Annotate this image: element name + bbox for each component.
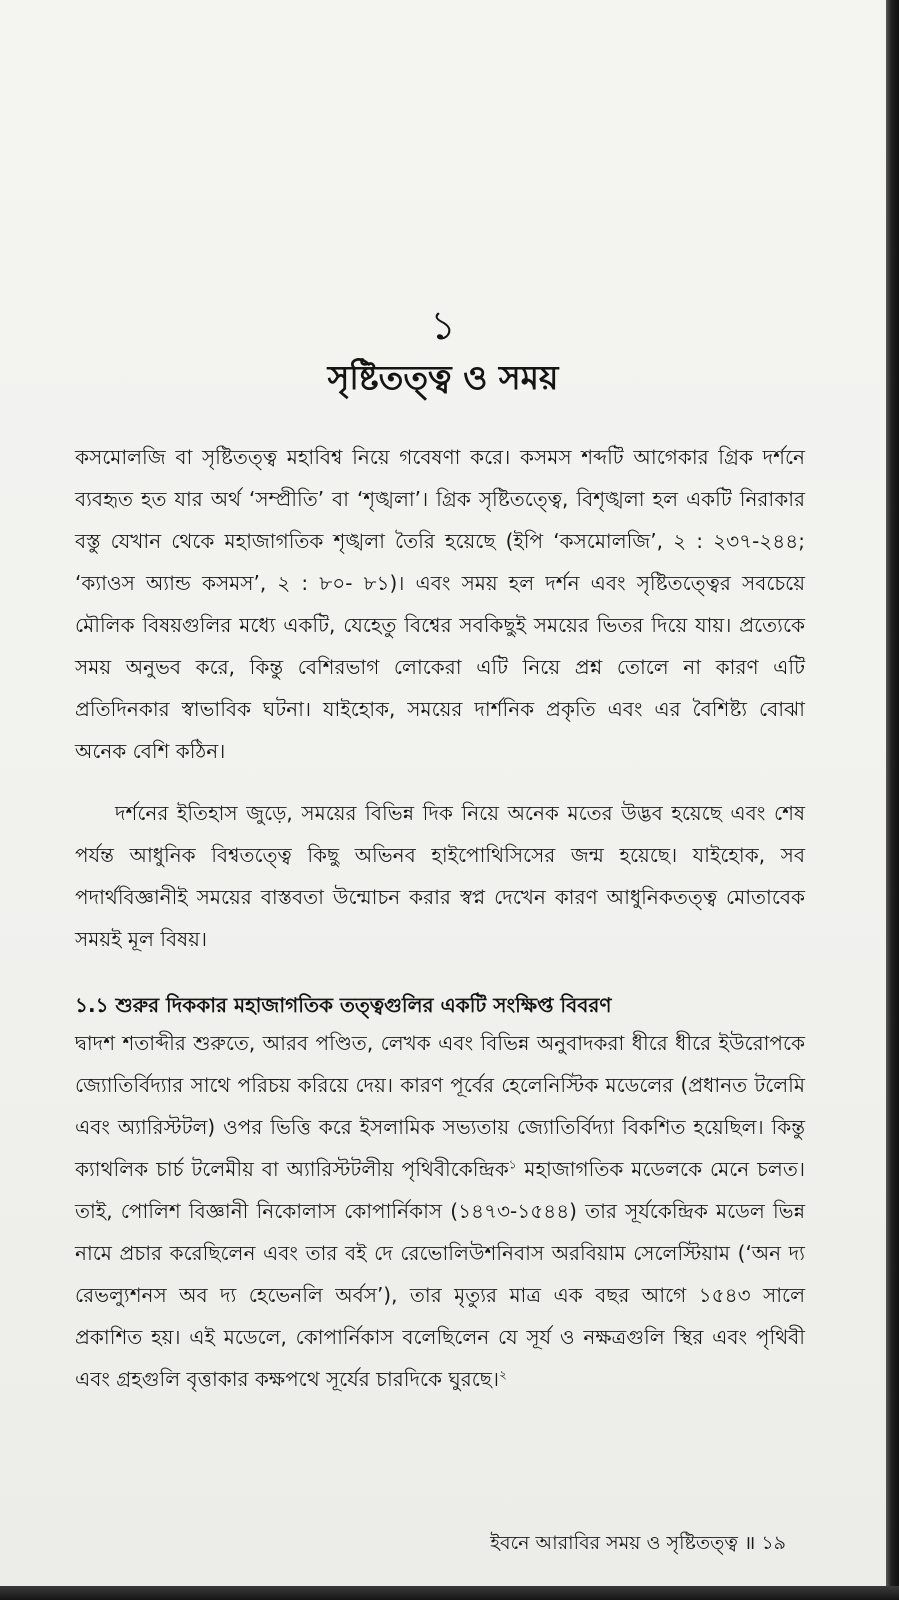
footnote-marker: ১ bbox=[508, 1157, 517, 1172]
page-bottom-edge bbox=[0, 1586, 899, 1600]
footer-separator: ॥ bbox=[743, 1532, 756, 1554]
section-paragraph bbox=[75, 1022, 805, 1400]
paragraph-text: দর্শনের ইতিহাস জুড়ে, সময়ের বিভিন্ন দিক নিয়ে অনেক মতের উদ্ভব হয়েছে এবং শেষ পর্যন্ত আধুনিক বিশ্বতত্ত্বে কিছু অভিনব হাইপোথিসিসের জন্ম হয়েছে। যাইহোক, সব পদার্থবিজ্ঞানীই সময়ের বাস্তবতা উন্মোচন করার স্বপ্ন দেখেন কারণ আধুনিকতত্ত্ব মোতাবেক সময়ই মূল বিষয়। bbox=[75, 801, 805, 951]
section-heading: ১.১ শুরুর দিককার মহাজাগতিক তত্ত্বগুলির একটি সংক্ষিপ্ত বিবরণ bbox=[75, 993, 612, 1017]
paragraph-part: দ্বাদশ শতাব্দীর শুরুতে, আরব পণ্ডিত, লেখক এবং বিভিন্ন অনুবাদকরা ধীরে ধীরে ইউরোপকে জ্যোতির্বিদ্যার সাথে পরিচয় করিয়ে দেয়। কারণ পূর্বের হেলেনিস্টিক মডেলের (প্রধানত টলেমি এবং অ্যারিস্টটল) ওপর ভিত্তি করে ইসলামিক সভ্যতায় জ্যোতির্বিদ্যা বিকশিত হয়েছিল। কিন্তু ক্যাথলিক চার্চ টলেমীয় বা অ্যারিস্টটলীয় পৃথিবীকেন্দ্রিক bbox=[75, 1031, 805, 1181]
page-number: ১৯ bbox=[761, 1532, 786, 1554]
chapter-number: ১ bbox=[430, 303, 456, 349]
paragraph-text bbox=[75, 1022, 805, 1400]
paragraph-part: মহাজাগতিক মডেলকে মেনে চলত। তাই, পোলিশ বিজ্ঞানী নিকোলাস কোপার্নিকাস (১৪৭৩-১৫৪৪) তার সূর্যকেন্দ্রিক মডেল ভিন্ন নামে প্রচার করেছিলেন এবং তার বই দে রেভোলিউশনিবাস অরবিয়াম সেলেস্টিয়াম (‘অন দ্য রেভল্যুশনস অব দ্য হেভেনলি অর্বস’), তার মৃত্যুর মাত্র এক বছর আগে ১৫৪৩ সালে প্রকাশিত হয়। এই মডেলে, কোপার্নিকাস বলেছিলেন যে সূর্য ও নক্ষত্রগুলি স্থির এবং পৃথিবী এবং গ্রহগুলি বৃত্তাকার কক্ষপথে সূর্যের চারদিকে ঘুরছে। bbox=[75, 1157, 805, 1391]
footnote-marker: ২ bbox=[499, 1367, 507, 1382]
page-footer bbox=[490, 1532, 786, 1555]
paragraph-text: কসমোলজি বা সৃষ্টিতত্ত্ব মহাবিশ্ব নিয়ে গবেষণা করে। কসমস শব্দটি আগেকার গ্রিক দর্শনে ব্যবহৃত হত যার অর্থ ‘সম্প্রীতি’ বা ‘শৃঙ্খলা’। গ্রিক সৃষ্টিতত্ত্বে, বিশৃঙ্খলা হল একটি নিরাকার বস্তু যেখান থেকে মহাজাগতিক শৃঙ্খলা তৈরি হয়েছে (ইপি ‘কসমোলজি’, ২ : ২৩৭-২৪৪; ‘ক্যাওস অ্যান্ড কসমস’, ২ : ৮০- ৮১)। এবং সময় হল দর্শন এবং সৃষ্টিতত্ত্বের সবচেয়ে মৌলিক বিষয়গুলির মধ্যে একটি, যেহেতু বিশ্বের সবকিছুই সময়ের ভিতর দিয়ে যায়। প্রত্যেকে সময় অনুভব করে, কিন্তু বেশিরভাগ লোকেরা এটি নিয়ে প্রশ্ন তোলে না কারণ এটি প্রতিদিনকার স্বাভাবিক ঘটনা। যাইহোক, সময়ের দার্শনিক প্রকৃতি এবং এর বৈশিষ্ট্য বোঝা অনেক বেশি কঠিন। bbox=[75, 445, 805, 763]
body-paragraph-1 bbox=[75, 436, 805, 772]
page-edge-shadow bbox=[886, 0, 899, 1600]
running-title: ইবনে আরাবির সময় ও সৃষ্টিতত্ত্ব bbox=[490, 1532, 738, 1554]
body-paragraph-2 bbox=[75, 792, 805, 960]
chapter-title: সৃষ্টিতত্ত্ব ও সময় bbox=[327, 358, 559, 397]
